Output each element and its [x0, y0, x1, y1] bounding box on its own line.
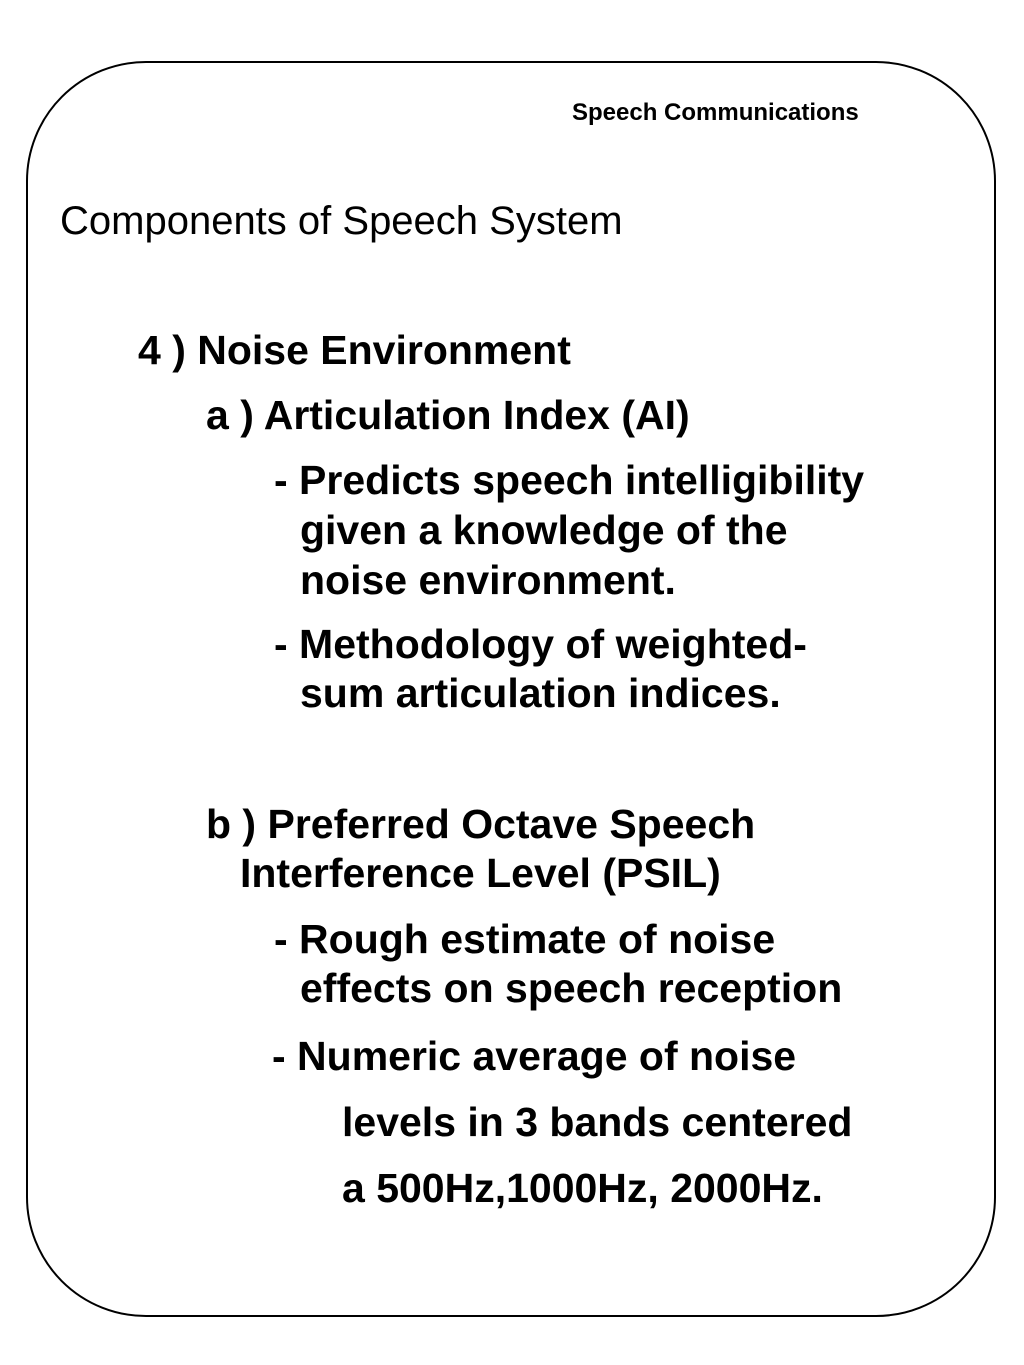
subsection-b-heading-line2: Interference Level (PSIL) [240, 850, 721, 896]
bullet-b2-line3: a 500Hz,1000Hz, 2000Hz. [342, 1165, 823, 1211]
bullet-b2-line1: - Numeric average of noise [272, 1033, 797, 1079]
slide-header: Speech Communications [572, 99, 859, 126]
subsection-a-heading: a ) Articulation Index (AI) [206, 392, 690, 438]
section-heading: 4 ) Noise Environment [138, 327, 571, 373]
bullet-b2-line2: levels in 3 bands centered [342, 1099, 853, 1145]
bullet-a1-line2: given a knowledge of the [300, 507, 788, 553]
bullet-a1-line3: noise environment. [300, 557, 676, 603]
bullet-a2-line1: - Methodology of weighted- [274, 621, 807, 667]
subsection-b-heading-line1: b ) Preferred Octave Speech [206, 801, 756, 847]
slide-title: Components of Speech System [60, 199, 623, 243]
bullet-a2-line2: sum articulation indices. [300, 670, 781, 716]
bullet-b1-line1: - Rough estimate of noise [274, 916, 776, 962]
bullet-b1-line2: effects on speech reception [300, 965, 843, 1011]
bullet-a1-line1: - Predicts speech intelligibility [274, 457, 865, 503]
